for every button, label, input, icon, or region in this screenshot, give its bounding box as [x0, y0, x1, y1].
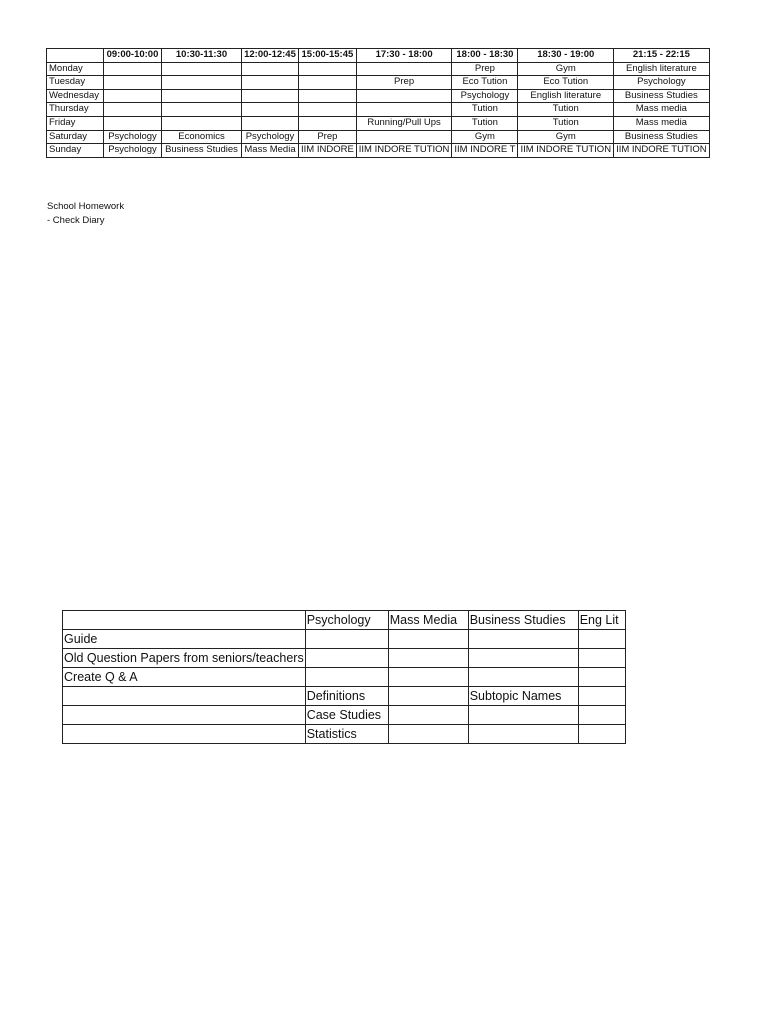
resource-cell: Subtopic Names: [468, 687, 578, 706]
schedule-cell: Psychology: [242, 130, 299, 144]
time-slot-header: 18:00 - 18:30: [452, 49, 518, 63]
time-slot-header: 12:00-12:45: [242, 49, 299, 63]
schedule-cell: IIM INDORE T: [452, 144, 518, 158]
day-label: Monday: [47, 62, 104, 76]
resource-cell: [388, 668, 468, 687]
resource-cell: [388, 687, 468, 706]
day-label: Tuesday: [47, 76, 104, 90]
note-line: School Homework: [47, 201, 125, 212]
resource-cell: Business Studies: [468, 611, 578, 630]
schedule-cell: Eco Tution: [518, 76, 614, 90]
schedule-cell: [299, 89, 357, 103]
schedule-cell: [162, 103, 242, 117]
schedule-cell: English literature: [614, 62, 710, 76]
resource-cell: [388, 725, 468, 744]
resource-cell: [578, 725, 625, 744]
schedule-cell: Tution: [452, 116, 518, 130]
resource-cell: [468, 725, 578, 744]
resource-cell: Guide: [63, 630, 306, 649]
homework-notes: [47, 200, 124, 228]
schedule-cell: [242, 89, 299, 103]
schedule-cell: [242, 76, 299, 90]
schedule-cell: [104, 89, 162, 103]
resource-cell: [305, 630, 388, 649]
time-slot-header: 21:15 - 22:15: [614, 49, 710, 63]
resource-cell: Definitions: [305, 687, 388, 706]
resource-cell: [63, 687, 306, 706]
resource-row: [63, 725, 626, 744]
note-line: - Check Diary: [47, 215, 105, 226]
schedule-cell: [162, 116, 242, 130]
schedule-cell: Tution: [518, 103, 614, 117]
schedule-cell: [104, 103, 162, 117]
resource-cell: [305, 668, 388, 687]
time-slot-header: 09:00-10:00: [104, 49, 162, 63]
resources-body: [63, 611, 626, 744]
resource-cell: [468, 630, 578, 649]
resource-cell: [468, 706, 578, 725]
schedule-cell: Gym: [452, 130, 518, 144]
schedule-cell: [356, 103, 452, 117]
schedule-cell: Mass media: [614, 116, 710, 130]
schedule-cell: [162, 62, 242, 76]
resource-cell: Eng Lit: [578, 611, 625, 630]
schedule-cell: [242, 62, 299, 76]
schedule-cell: Prep: [299, 130, 357, 144]
resource-cell: Old Question Papers from seniors/teachers: [63, 649, 306, 668]
schedule-cell: IIM INDORE: [299, 144, 357, 158]
resource-row: [63, 687, 626, 706]
timetable-row: [47, 103, 710, 117]
day-label: Wednesday: [47, 89, 104, 103]
schedule-cell: [356, 130, 452, 144]
timetable-row: [47, 130, 710, 144]
schedule-cell: IIM INDORE TUTION: [518, 144, 614, 158]
resource-cell: [578, 649, 625, 668]
resource-row: [63, 668, 626, 687]
day-label: Sunday: [47, 144, 104, 158]
schedule-cell: Psychology: [104, 144, 162, 158]
timetable-row: [47, 76, 710, 90]
resource-cell: Case Studies: [305, 706, 388, 725]
timetable-body: [47, 49, 710, 158]
schedule-cell: Eco Tution: [452, 76, 518, 90]
resource-row: [63, 630, 626, 649]
schedule-cell: [356, 62, 452, 76]
schedule-cell: [356, 89, 452, 103]
schedule-cell: [104, 116, 162, 130]
resource-cell: [468, 668, 578, 687]
schedule-cell: IIM INDORE TUTION: [356, 144, 452, 158]
schedule-cell: Psychology: [614, 76, 710, 90]
resource-row: [63, 649, 626, 668]
schedule-cell: Tution: [518, 116, 614, 130]
schedule-cell: Economics: [162, 130, 242, 144]
resource-cell: [578, 706, 625, 725]
schedule-cell: IIM INDORE TUTION: [614, 144, 710, 158]
time-slot-header: 15:00-15:45: [299, 49, 357, 63]
schedule-cell: [299, 103, 357, 117]
timetable-row: [47, 62, 710, 76]
schedule-cell: Psychology: [104, 130, 162, 144]
time-slot-header: 10:30-11:30: [162, 49, 242, 63]
resource-cell: Create Q & A: [63, 668, 306, 687]
schedule-cell: [162, 89, 242, 103]
schedule-cell: Business Studies: [614, 89, 710, 103]
resource-cell: Psychology: [305, 611, 388, 630]
timetable-row: [47, 89, 710, 103]
schedule-cell: [242, 103, 299, 117]
resource-cell: [388, 649, 468, 668]
schedule-cell: [299, 76, 357, 90]
schedule-cell: Gym: [518, 130, 614, 144]
time-slot-header: 17:30 - 18:00: [356, 49, 452, 63]
resource-cell: [468, 649, 578, 668]
day-label: Saturday: [47, 130, 104, 144]
schedule-cell: [299, 116, 357, 130]
day-label: Friday: [47, 116, 104, 130]
weekly-timetable: [46, 48, 710, 158]
schedule-cell: Gym: [518, 62, 614, 76]
resource-cell: [63, 706, 306, 725]
schedule-cell: Prep: [356, 76, 452, 90]
schedule-cell: [104, 76, 162, 90]
timetable-header-row: [47, 49, 710, 63]
schedule-cell: English literature: [518, 89, 614, 103]
schedule-cell: Business Studies: [162, 144, 242, 158]
schedule-cell: Business Studies: [614, 130, 710, 144]
resource-cell: [305, 649, 388, 668]
resource-cell: [578, 668, 625, 687]
study-resources-table: [62, 610, 626, 744]
resource-cell: [63, 611, 306, 630]
resource-cell: [578, 687, 625, 706]
time-slot-header: 18:30 - 19:00: [518, 49, 614, 63]
timetable-row: [47, 116, 710, 130]
schedule-cell: [299, 62, 357, 76]
schedule-cell: [242, 116, 299, 130]
schedule-cell: Mass Media: [242, 144, 299, 158]
schedule-cell: Tution: [452, 103, 518, 117]
resource-cell: Mass Media: [388, 611, 468, 630]
schedule-cell: Running/Pull Ups: [356, 116, 452, 130]
schedule-cell: Mass media: [614, 103, 710, 117]
schedule-cell: Psychology: [452, 89, 518, 103]
resource-row: [63, 706, 626, 725]
resource-cell: [578, 630, 625, 649]
schedule-cell: [104, 62, 162, 76]
schedule-cell: Prep: [452, 62, 518, 76]
resource-cell: [63, 725, 306, 744]
schedule-cell: [162, 76, 242, 90]
day-label: Thursday: [47, 103, 104, 117]
timetable-row: [47, 144, 710, 158]
resource-cell: [388, 706, 468, 725]
header-corner-cell: [47, 49, 104, 63]
resource-row: [63, 611, 626, 630]
resource-cell: [388, 630, 468, 649]
resource-cell: Statistics: [305, 725, 388, 744]
